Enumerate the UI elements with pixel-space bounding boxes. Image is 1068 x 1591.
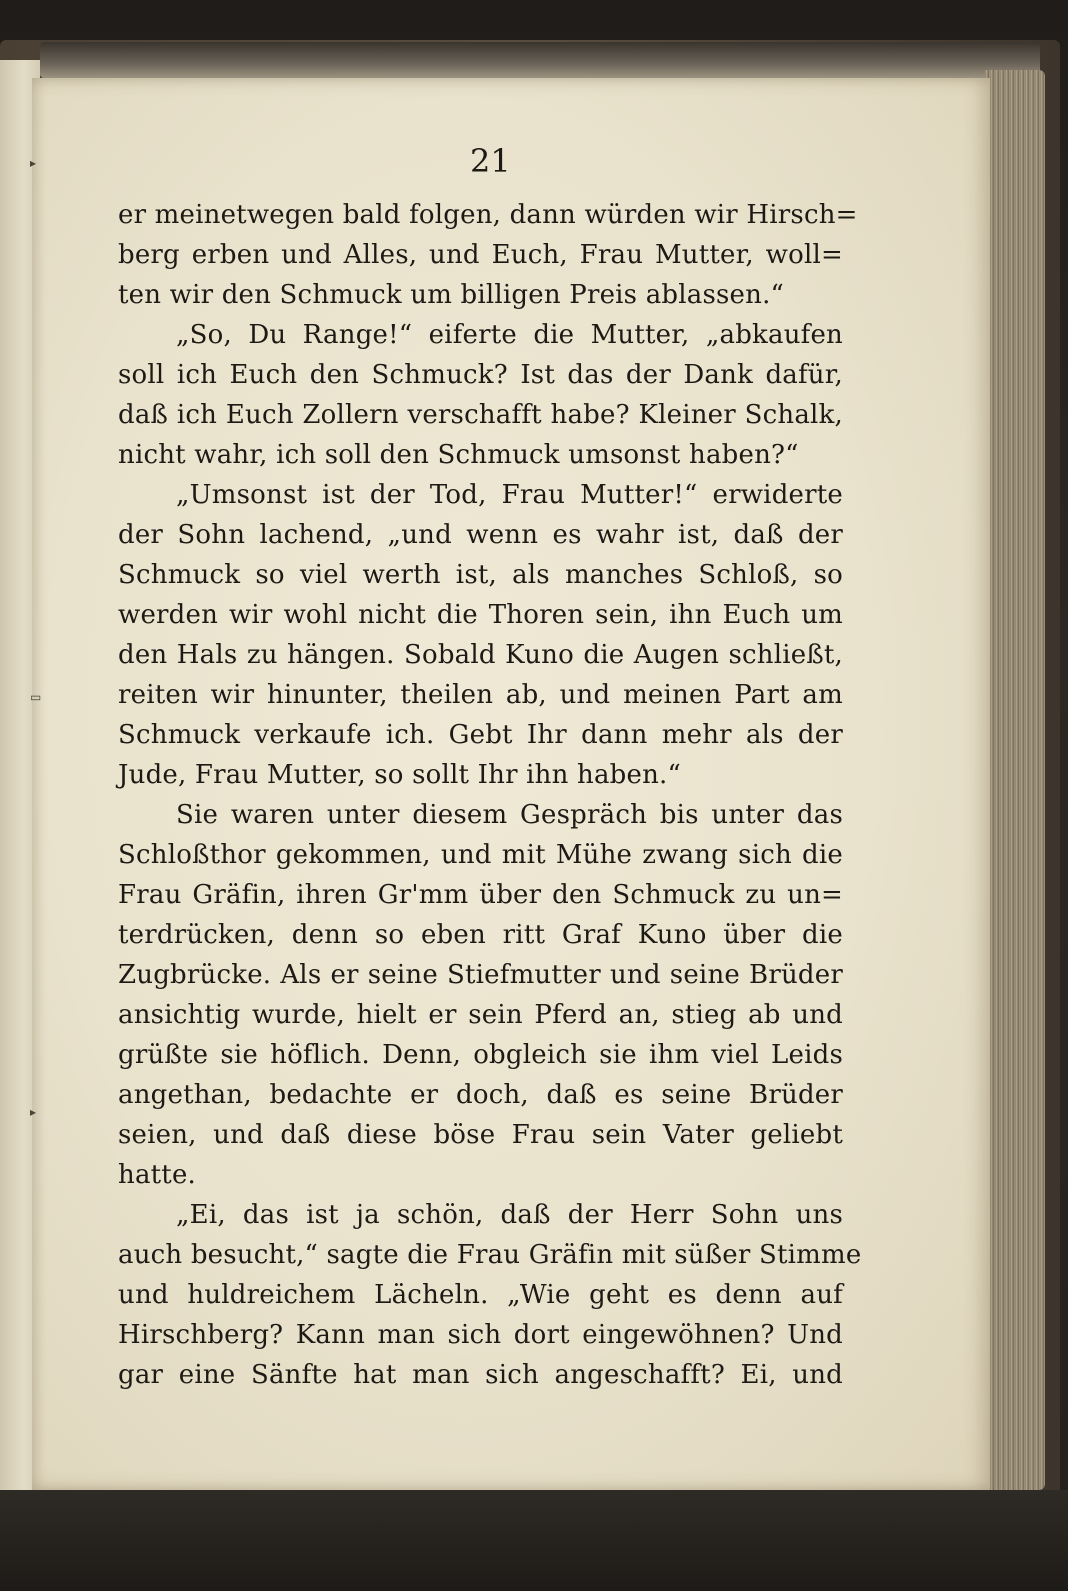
text-line: werden wir wohl nicht die Thoren sein, ihn Euch um xyxy=(118,600,843,630)
text-line: soll ich Euch den Schmuck? Ist das der Dank dafür, xyxy=(118,360,843,390)
page-number: 21 xyxy=(470,142,511,180)
text-line: ten wir den Schmuck um billigen Preis ablassen.“ xyxy=(118,280,785,310)
text-line: berg erben und Alles, und Euch, Frau Mutter, woll= xyxy=(118,240,843,270)
text-line: grüßte sie höflich. Denn, obgleich sie ihm viel Leids xyxy=(118,1040,843,1070)
text-line: Hirschberg? Kann man sich dort eingewöhnen? Und xyxy=(118,1320,843,1350)
text-line: terdrücken, denn so eben ritt Graf Kuno über die xyxy=(118,920,843,950)
text-line: Zugbrücke. Als er seine Stiefmutter und seine Brüder xyxy=(118,960,843,990)
text-line: Schmuck so viel werth ist, als manches Schloß, so xyxy=(118,560,843,590)
text-line: Schmuck verkaufe ich. Gebt Ihr dann mehr als der xyxy=(118,720,843,750)
text-line: seien, und daß diese böse Frau sein Vater geliebt xyxy=(118,1120,843,1150)
text-line: hatte. xyxy=(118,1160,196,1190)
text-line: ansichtig wurde, hielt er sein Pferd an, stieg ab und xyxy=(118,1000,843,1030)
margin-mark: ▸ xyxy=(30,1105,37,1119)
text-line: und huldreichem Lächeln. „Wie geht es denn auf xyxy=(118,1280,843,1310)
text-line: Schloßthor gekommen, und mit Mühe zwang sich die xyxy=(118,840,843,870)
text-line: „Ei, das ist ja schön, daß der Herr Sohn uns xyxy=(176,1200,843,1230)
text-line: angethan, bedachte er doch, daß es seine Brüder xyxy=(118,1080,843,1110)
margin-mark: ▸ xyxy=(30,156,37,170)
text-line: Jude, Frau Mutter, so sollt Ihr ihn haben.“ xyxy=(118,760,682,790)
table-surface xyxy=(0,1490,1068,1591)
margin-mark: ▭ xyxy=(30,690,42,704)
text-line: „Umsonst ist der Tod, Frau Mutter!“ erwiderte xyxy=(176,480,843,510)
text-line: der Sohn lachend, „und wenn es wahr ist, daß der xyxy=(118,520,843,550)
book-top-edge xyxy=(40,42,1040,78)
text-line: gar eine Sänfte hat man sich angeschafft? Ei, und xyxy=(118,1360,843,1390)
text-line: „So, Du Range!“ eiferte die Mutter, „abkaufen xyxy=(176,320,843,350)
text-line: Frau Gräfin, ihren Gr'mm über den Schmuck zu un= xyxy=(118,880,843,910)
text-line: nicht wahr, ich soll den Schmuck umsonst haben?“ xyxy=(118,440,799,470)
text-line: auch besucht,“ sagte die Frau Gräfin mit süßer Stimme xyxy=(118,1240,862,1270)
text-line: Sie waren unter diesem Gespräch bis unter das xyxy=(176,800,843,830)
text-line: reiten wir hinunter, theilen ab, und meinen Part am xyxy=(118,680,843,710)
text-line: den Hals zu hängen. Sobald Kuno die Augen schließt, xyxy=(118,640,843,670)
text-line: er meinetwegen bald folgen, dann würden wir Hirsch= xyxy=(118,200,858,230)
page-stack-edge xyxy=(985,70,1045,1490)
page-text xyxy=(118,195,862,1395)
text-line: daß ich Euch Zollern verschafft habe? Kleiner Schalk, xyxy=(118,400,843,430)
